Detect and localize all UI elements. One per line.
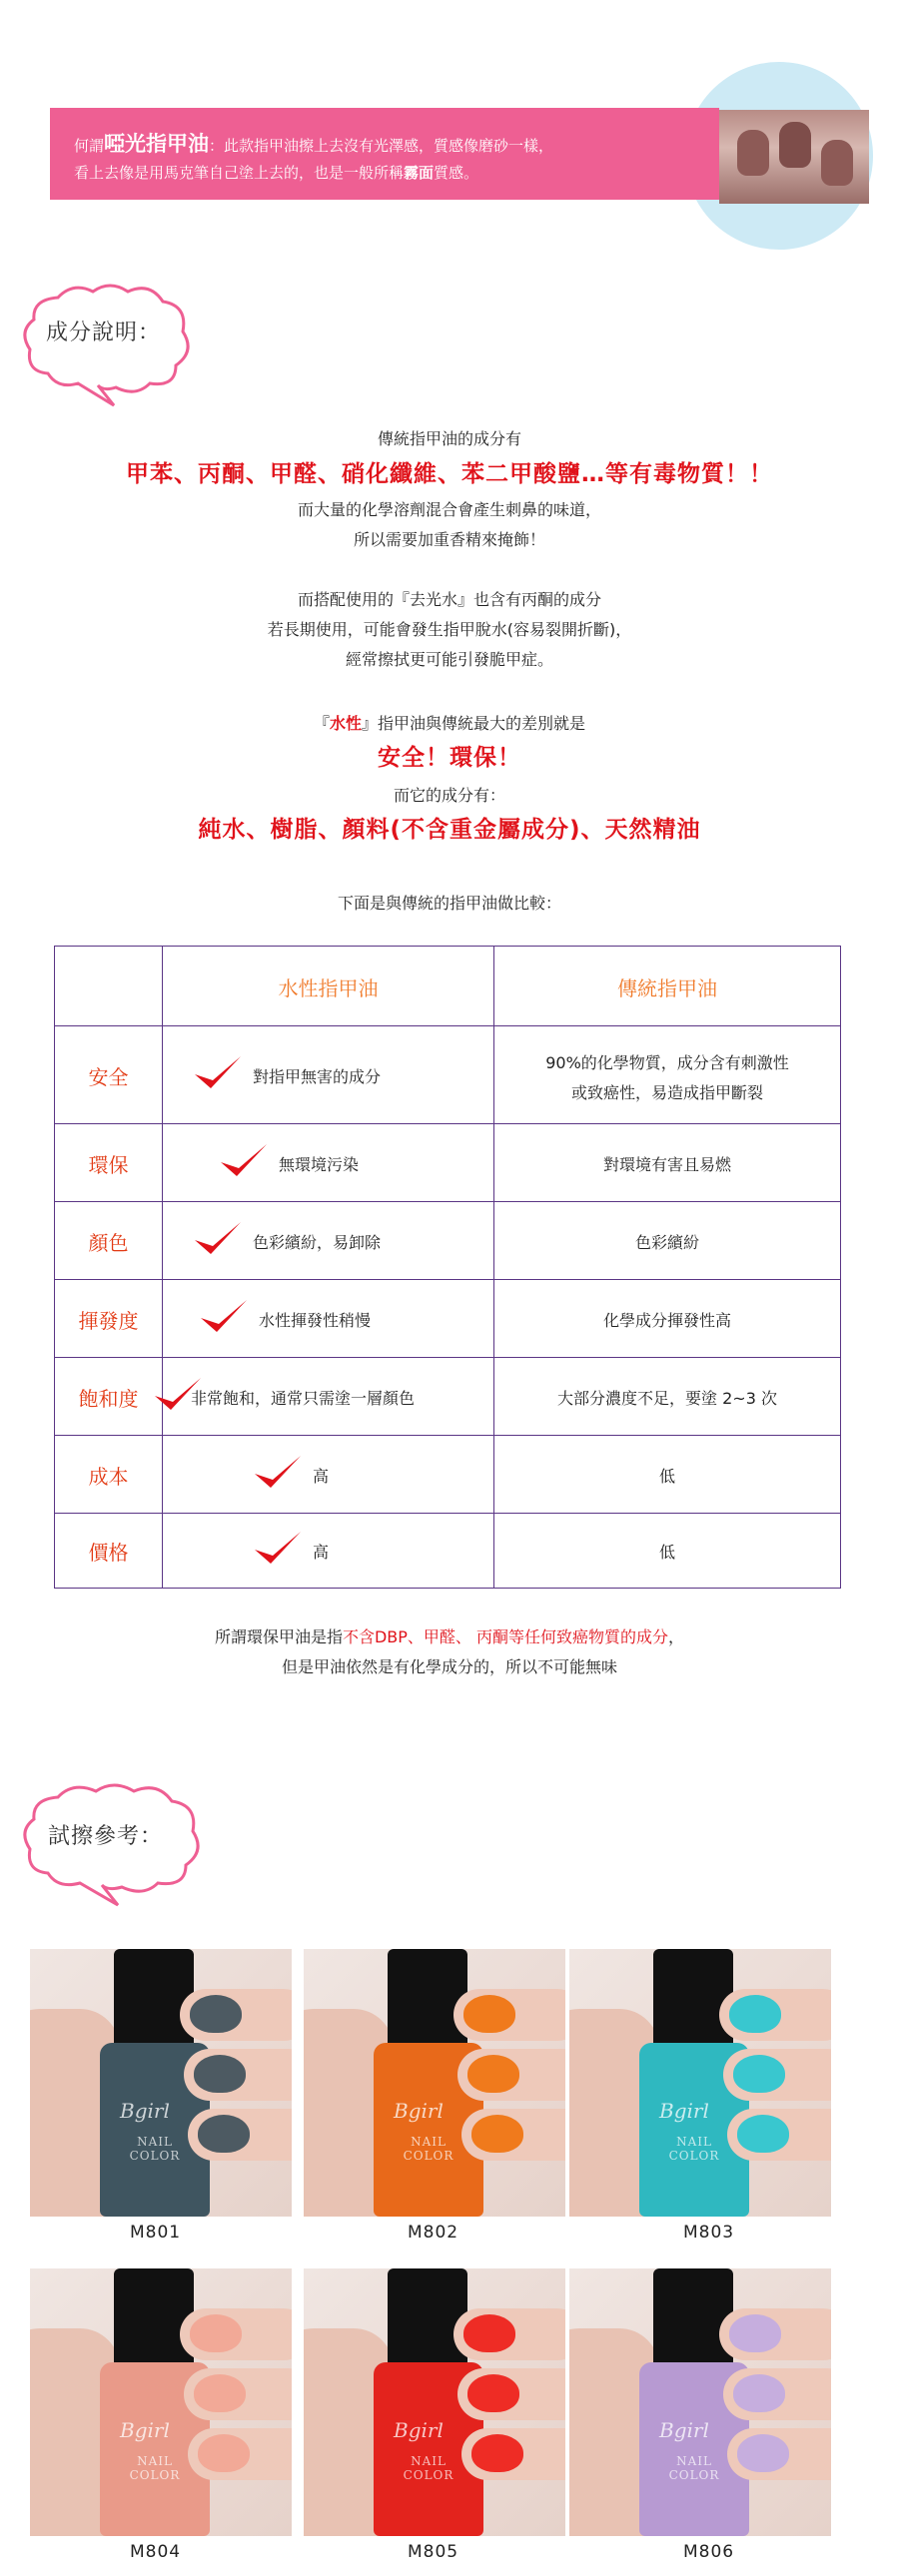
row-label: 成本 <box>88 1465 129 1489</box>
swatch-photo-m806 <box>569 2268 831 2536</box>
ingredients-text: 而大量的化學溶劑混合會產生刺鼻的味道， <box>297 500 601 519</box>
table-header-water <box>163 947 494 1026</box>
table-cell-water <box>163 1280 494 1358</box>
ingredients-text: 而它的成分有： <box>393 786 505 805</box>
intro-banner <box>50 108 719 200</box>
painted-nail <box>471 2115 523 2153</box>
bottle-brand: Bgirl <box>394 2099 444 2123</box>
swatch-code: M801 <box>130 2223 182 2243</box>
painted-nail <box>737 2115 789 2153</box>
traditional-value: 90%的化學物質，成分含有刺激性 <box>545 1053 789 1072</box>
painted-nail <box>198 2434 250 2472</box>
ingredients-text: 』指甲油與傳統最大的差別就是 <box>362 714 586 733</box>
check-icon <box>219 1142 269 1182</box>
bottle-cap <box>653 2268 733 2366</box>
painted-nail <box>198 2115 250 2153</box>
header-traditional: 傳統指甲油 <box>617 976 717 1000</box>
banner-line-2 <box>74 162 478 183</box>
table-cell-traditional <box>494 1358 840 1436</box>
banner-line2-text-b: 質感。 <box>434 164 479 182</box>
ingredients-text: 而搭配使用的『去光水』也含有丙酮的成分 <box>297 590 601 609</box>
ingredients-intro: 傳統指甲油的成分有 <box>377 429 521 448</box>
water-based-keyword: 水性 <box>329 714 362 733</box>
banner-line-1 <box>74 128 553 158</box>
table-row-label-cell <box>55 1280 163 1358</box>
water-based-value: 非常飽和，通常只需塗一層顏色 <box>191 1389 416 1408</box>
note-highlight: 不含DBP、甲醛、 丙酮等任何致癌物質的成分 <box>342 1627 669 1646</box>
bottle-cap <box>114 1949 194 2047</box>
table-row-label-cell <box>55 1124 163 1202</box>
check-icon <box>193 1054 243 1094</box>
traditional-value: 對環境有害且易燃 <box>602 1155 731 1174</box>
water-based-value: 對指甲無害的成分 <box>253 1067 382 1086</box>
bottle-cap <box>388 1949 467 2047</box>
painted-nail <box>471 2434 523 2472</box>
painted-nail <box>190 1995 242 2033</box>
ingredients-text: 所以需要加重香精來掩飾！ <box>353 530 545 549</box>
bottle-brand: Bgirl <box>394 2418 444 2442</box>
water-based-value: 高 <box>313 1543 330 1562</box>
swatch-code: M806 <box>683 2542 735 2562</box>
traditional-value: 低 <box>658 1543 675 1562</box>
eco-note-line-1 <box>0 1624 899 1647</box>
thumb-nail <box>779 122 811 168</box>
bottle-brand: Bgirl <box>659 2099 709 2123</box>
table-row-label-cell <box>55 1358 163 1436</box>
water-based-components: 純水、樹脂、顏料(不含重金屬成分)、天然精油 <box>198 817 701 843</box>
swatch-code: M803 <box>683 2223 735 2243</box>
swatch-photo-m805 <box>304 2268 565 2536</box>
water-based-value: 色彩繽紛，易卸除 <box>253 1233 382 1252</box>
table-cell-traditional <box>494 1202 840 1280</box>
row-label: 環保 <box>88 1153 129 1177</box>
ingredients-water-based-line <box>0 711 899 734</box>
bottle-label: NAIL COLOR <box>403 2135 454 2163</box>
row-label: 價格 <box>88 1541 129 1565</box>
bottle-label: NAIL COLOR <box>403 2454 454 2482</box>
water-based-value: 高 <box>313 1467 330 1486</box>
table-cell-water <box>163 1026 494 1124</box>
bottle-label: NAIL COLOR <box>668 2454 720 2482</box>
banner-line2-bold: 霧面 <box>404 164 435 182</box>
table-cell-traditional <box>494 1514 840 1588</box>
comparison-table <box>54 946 841 1589</box>
banner-prefix: 何謂 <box>74 137 105 155</box>
row-label: 顏色 <box>88 1231 129 1255</box>
swatch-photo-m801 <box>30 1949 292 2217</box>
swatch-code: M802 <box>408 2223 459 2243</box>
table-cell-traditional <box>494 1280 840 1358</box>
row-label: 安全 <box>88 1065 129 1089</box>
traditional-value: 低 <box>658 1467 675 1486</box>
table-cell-water <box>163 1514 494 1588</box>
table-row-label-cell <box>55 1514 163 1588</box>
check-icon <box>193 1220 243 1260</box>
table-cell-traditional <box>494 1436 840 1514</box>
table-row-label-cell <box>55 1026 163 1124</box>
section-heading-swatches: 試擦參考： <box>48 1824 164 1849</box>
note-text: 所謂環保甲油是指 <box>214 1627 343 1646</box>
bottle-cap <box>388 2268 467 2366</box>
ingredients-text: 經常擦拭更可能引發脆甲症。 <box>345 650 553 669</box>
table-row-label-cell <box>55 1202 163 1280</box>
matte-nail-thumbnail <box>719 110 869 204</box>
painted-nail <box>737 2434 789 2472</box>
check-icon <box>199 1298 249 1338</box>
note-text: ， <box>668 1627 685 1646</box>
check-icon <box>253 1454 303 1494</box>
table-cell-water <box>163 1358 494 1436</box>
painted-nail <box>467 2055 519 2093</box>
thumb-nail <box>737 130 769 176</box>
bottle-cap <box>653 1949 733 2047</box>
table-cell-water <box>163 1436 494 1514</box>
swatch-photo-m803 <box>569 1949 831 2217</box>
swatch-code: M805 <box>408 2542 459 2562</box>
painted-nail <box>729 1995 781 2033</box>
banner-title: 啞光指甲油 <box>104 132 210 156</box>
bottle-label: NAIL COLOR <box>668 2135 720 2163</box>
check-icon <box>253 1530 303 1570</box>
header-water-based: 水性指甲油 <box>278 976 379 1000</box>
bracket-open: 『 <box>313 714 330 733</box>
painted-nail <box>194 2374 246 2412</box>
table-cell-water <box>163 1124 494 1202</box>
painted-nail <box>194 2055 246 2093</box>
table-cell-traditional <box>494 1026 840 1124</box>
painted-nail <box>467 2374 519 2412</box>
safe-eco-slogan: 安全！環保！ <box>378 745 521 771</box>
toxic-substances: 甲苯、丙酮、甲醛、硝化纖維、苯二甲酸鹽…等有毒物質！！ <box>126 461 773 487</box>
eco-note-line-2: 但是甲油依然是有化學成分的，所以不可能無味 <box>281 1657 617 1676</box>
painted-nail <box>463 2314 515 2352</box>
water-based-value: 水性揮發性稍慢 <box>259 1311 372 1330</box>
row-label: 揮發度 <box>78 1309 139 1333</box>
painted-nail <box>190 2314 242 2352</box>
swatch-code: M804 <box>130 2542 182 2562</box>
comparison-intro: 下面是與傳統的指甲油做比較： <box>337 894 561 913</box>
traditional-value: 色彩繽紛 <box>634 1233 699 1252</box>
swatch-photo-m804 <box>30 2268 292 2536</box>
water-based-value: 無環境污染 <box>279 1155 360 1174</box>
table-header-empty <box>55 947 163 1026</box>
painted-nail <box>733 2374 785 2412</box>
table-header-traditional <box>494 947 840 1026</box>
banner-line1-text: ：此款指甲油擦上去沒有光澤感，質感像磨砂一樣， <box>209 137 554 155</box>
section-bubble-swatches <box>18 1779 208 1913</box>
ingredients-text: 若長期使用，可能會發生指甲脫水(容易裂開折斷)， <box>267 620 632 639</box>
bottle-label: NAIL COLOR <box>129 2135 181 2163</box>
swatch-photo-m802 <box>304 1949 565 2217</box>
traditional-value: 化學成分揮發性高 <box>602 1311 731 1330</box>
banner-line2-text-a: 看上去像是用馬克筆自己塗上去的，也是一般所稱 <box>74 164 405 182</box>
traditional-value: 大部分濃度不足，要塗 2~3 次 <box>557 1389 777 1408</box>
bottle-brand: Bgirl <box>120 2099 170 2123</box>
table-cell-water <box>163 1202 494 1280</box>
painted-nail <box>729 2314 781 2352</box>
table-cell-traditional <box>494 1124 840 1202</box>
row-label: 飽和度 <box>78 1387 139 1411</box>
painted-nail <box>733 2055 785 2093</box>
bottle-cap <box>114 2268 194 2366</box>
painted-nail <box>463 1995 515 2033</box>
section-bubble-ingredients <box>18 280 198 413</box>
traditional-value: 或致癌性，易造成指甲斷裂 <box>570 1083 763 1102</box>
bottle-brand: Bgirl <box>659 2418 709 2442</box>
bottle-brand: Bgirl <box>120 2418 170 2442</box>
thumb-nail <box>821 140 853 186</box>
section-heading-ingredients: 成分說明： <box>46 321 162 345</box>
bottle-label: NAIL COLOR <box>129 2454 181 2482</box>
table-row-label-cell <box>55 1436 163 1514</box>
